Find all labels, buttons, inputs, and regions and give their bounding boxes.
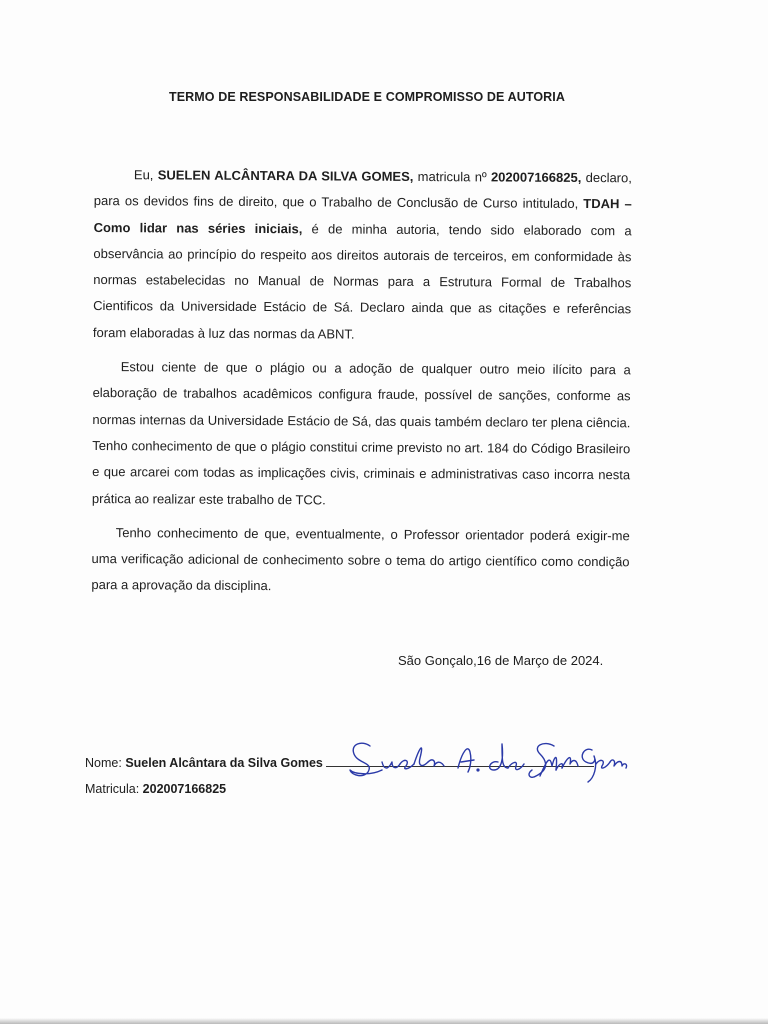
- author-matricula: 202007166825,: [490, 169, 582, 185]
- scan-edge-shadow: [0, 1018, 768, 1024]
- text-segment: Eu,: [133, 167, 158, 183]
- author-name: SUELEN ALCÂNTARA DA SILVA GOMES,: [157, 167, 414, 184]
- document-body: [91, 162, 632, 610]
- handwritten-signature: [340, 732, 630, 802]
- text-segment: declaro, para os devidos fins de direito, que o Trabalho de Conclusão de Curso intitulado,: [93, 169, 632, 212]
- paragraph-declaration: [93, 162, 632, 349]
- name-value: Suelen Alcântara da Silva Gomes: [125, 756, 323, 770]
- place-date: São Gonçalo,16 de Março de 2024.: [398, 653, 604, 668]
- paragraph-verification: Tenho conhecimento de que, eventualmente, o Professor orientador poderá exigir-me uma verificação adicional de conhecimento sobre o tema do artigo científico como condição para a aprovação da disciplina.: [91, 524, 630, 594]
- name-label: Nome:: [85, 756, 122, 770]
- text-segment: é de minha autoria, tendo sido elaborado com a observância ao princípio do respeito aos direitos autorais de terceiros, em conformidade às normas estabelecidas no Manual de Normas para a Estrutura Formal de Trabalhos Cientificos da Universidade Estácio de Sá. Declaro ainda que as citações e referências foram elaboradas à luz das normas da ABNT.: [92, 220, 632, 342]
- document-title: TERMO DE RESPONSABILIDADE E COMPROMISSO DE AUTORIA: [168, 90, 565, 104]
- paragraph-plagiarism: Estou ciente de que o plágio ou a adoção de qualquer outro meio ilícito para a elaboração de trabalhos acadêmicos configura fraude, possível de sanções, conforme as normas internas da Universidade Estácio de Sá, das quais também declaro ter plena ciência. Tenho conhecimento de que o plágio constitui crime previsto no art. 184 do Código Brasileiro e que arcarei com todas as implicações civis, criminais e administrativas caso incorra nesta prática ao realizar este trabalho de TCC.: [91, 359, 631, 507]
- tcc-title: TDAH – Como lidar nas séries iniciais,: [93, 196, 632, 236]
- text-segment: matricula nº: [413, 168, 492, 185]
- matricula-label: Matricula:: [85, 782, 140, 796]
- matricula-value: 202007166825: [142, 782, 227, 796]
